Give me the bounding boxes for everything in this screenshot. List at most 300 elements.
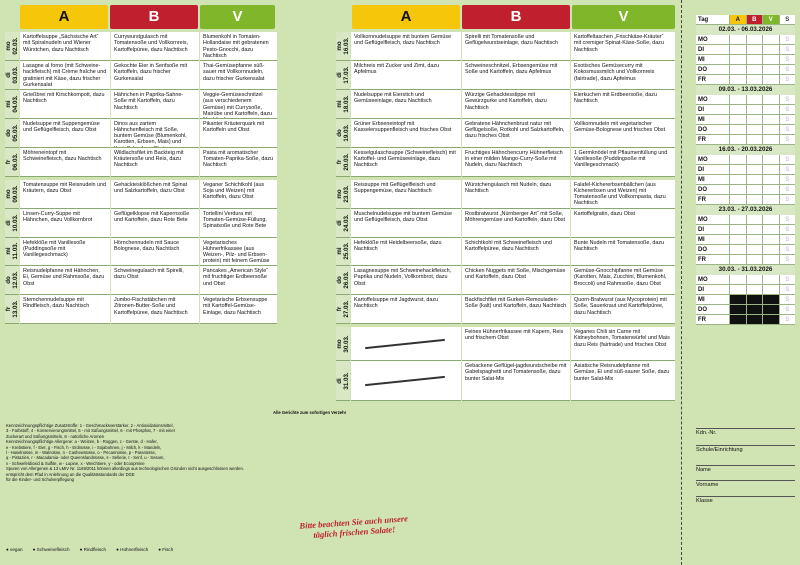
order-checkbox[interactable]: S [785, 287, 790, 293]
legend-icon-label: ● Hühnerfleisch [116, 547, 149, 552]
left-meal-a: Möhreneintopf mit Schweinefleisch, dazu Nachtisch [20, 148, 110, 177]
order-checkbox[interactable] [747, 135, 764, 144]
right-dow: do [336, 128, 343, 137]
order-day: MO [696, 215, 730, 224]
right-meal-b: Spirelli mit Tomatensoße und Geflügelwurstseinlage, dazu Nachtisch [462, 32, 570, 61]
order-row [696, 105, 795, 115]
order-row [696, 35, 795, 45]
alle-gerichte-note: Alle Gerichte zum sofortigen Verzehr [273, 410, 347, 415]
left-meal-a: Nudelsuppe mit Suppengemüse und Geflügelfleisch, dazu Obst [20, 119, 110, 148]
order-week-range: 30.03. - 31.03.2026 [696, 265, 795, 275]
order-checkbox[interactable] [747, 65, 764, 74]
legend-line: v - Schwefeldioxid & Sulfite, w - Lupine, x - Weichtiere, y - oder Ecoopmine [6, 460, 145, 466]
order-day: DO [696, 245, 730, 254]
order-header-a: A [730, 15, 747, 24]
right-day [336, 119, 350, 148]
left-date: 05.03. [12, 123, 19, 142]
right-day-label [336, 153, 350, 170]
order-table [696, 15, 795, 325]
left-dow: di [5, 72, 12, 78]
order-header-s: S [785, 17, 790, 23]
order-checkbox[interactable]: S [785, 157, 790, 163]
left-dow: do [5, 276, 12, 284]
right-dow: do [336, 276, 343, 284]
left-day [5, 295, 19, 324]
order-checkbox[interactable] [747, 295, 764, 304]
order-checkbox[interactable] [763, 215, 780, 224]
left-meal-b: Currywurstgulasch mit Tomatensoße und Vollkornreis, Kartoffelpüree, dazu Nachtisch [111, 32, 199, 61]
order-row [696, 305, 795, 315]
order-checkbox[interactable]: S [785, 217, 790, 223]
right-meal-v: Asiatische Reisnudelpfanne mit Gemüse, Ei und süß-saurer Soße, dazu bunter Salat-Mix [571, 361, 675, 401]
right-meal-v: Gemüse-Gnocchipfanne mit Gemüse (Karotten, Mais, Zucchini, Blumenkohl, Broccoli) und Rahmsoße, dazu Obst [571, 266, 675, 295]
right-date: 23.03. [343, 184, 350, 203]
right-meal-a: Lasagnesuppe mit Schweinehackfleisch, Paprika und Nudeln, Vollkornbrot, dazu Obst [351, 266, 461, 295]
left-meal-v: Pasta mit aromatischer Tomaten-Paprika-Soße, dazu Nachtisch [200, 148, 277, 177]
left-dow: fr [5, 306, 12, 312]
order-week-range: 09.03. - 13.03.2026 [696, 85, 795, 95]
order-checkbox[interactable] [763, 195, 780, 204]
order-row [696, 285, 795, 295]
left-date: 02.03. [12, 37, 19, 55]
order-day: MI [696, 235, 730, 244]
order-checkbox[interactable] [747, 95, 764, 104]
order-checkbox[interactable]: S [785, 257, 790, 263]
order-checkbox[interactable] [763, 75, 780, 84]
order-checkbox[interactable] [747, 165, 764, 174]
order-checkbox[interactable] [747, 245, 764, 254]
order-checkbox[interactable]: S [785, 317, 790, 323]
order-row [696, 45, 795, 55]
right-meal-b: Chicken Nuggets mit Soße, Mischgemüse und Kartoffeln, dazu Obst [462, 266, 570, 295]
form-field-0[interactable]: Kdn.-Nr. [696, 428, 795, 442]
left-day-label [5, 95, 19, 112]
order-checkbox[interactable]: S [785, 67, 790, 73]
legend-line: entspricht dem Pfad in Anlehnung an die Qualitätsstandards der DGE [6, 471, 135, 477]
order-checkbox[interactable]: S [785, 307, 790, 313]
order-checkbox[interactable] [747, 125, 764, 134]
left-meal-a: Reisnudelpfanne mit Hähnchen, Ei, Gemüse und Rahmsoße, dazu Obst [20, 266, 110, 295]
order-day: DI [696, 165, 730, 174]
order-checkbox[interactable]: S [785, 237, 790, 243]
right-day [336, 209, 350, 238]
left-day [5, 238, 19, 267]
right-meal-b: Feines Hühnerfrikassee mit Kapern, Reis und frischem Obst [462, 327, 570, 361]
order-checkbox[interactable] [730, 135, 747, 144]
order-checkbox[interactable] [730, 245, 747, 254]
left-meal-a: Grießbrei mit Kirschkompott, dazu Nachtisch [20, 90, 110, 119]
form-field-4[interactable]: Klasse [696, 496, 795, 510]
left-meal-v: Pancakes „American Style“ mit fruchtiger Erdbeersoße und Obst [200, 266, 277, 295]
order-checkbox[interactable] [763, 65, 780, 74]
order-checkbox[interactable] [763, 35, 780, 44]
left-day [5, 148, 19, 177]
order-week-range: 16.03. - 20.03.2026 [696, 145, 795, 155]
order-checkbox[interactable]: S [785, 167, 790, 173]
order-checkbox[interactable] [747, 275, 764, 284]
left-meal-a: Hefeklöße mit Vanillesoße (Puddingsoße mit Vanillegeschmack) [20, 238, 110, 267]
legend-line: 3 - Farbstoff, 4 - Konservierungsmittel, 5 - mit Süßungsmittel, 6 - mit Phosphat, 7 - mit einer [6, 428, 176, 434]
order-row [696, 275, 795, 285]
left-day [5, 119, 19, 148]
order-checkbox[interactable] [730, 275, 747, 284]
order-row [696, 185, 795, 195]
order-day: MO [696, 95, 730, 104]
order-day: DI [696, 225, 730, 234]
order-row [696, 135, 795, 145]
right-meal-b: Fruchtiges Hähnchencurry Hühnerfleisch in einer milden Mango-Curry-Soße mit Nudeln, dazu Nachtisch [462, 148, 570, 177]
order-checkbox[interactable] [730, 75, 747, 84]
left-day-label [5, 153, 19, 170]
right-date: 31.03. [343, 371, 350, 390]
order-checkbox[interactable]: S [785, 137, 790, 143]
left-meal-a: Tomatensuppe mit Reisnudeln und Kräutern, dazu Obst [20, 180, 110, 209]
right-day [336, 180, 350, 209]
left-meal-b: Gehacktesklößchen mit Spinat und Salzkartoffeln, dazu Obst [111, 180, 199, 209]
right-day-label [336, 243, 350, 260]
order-checkbox[interactable] [763, 105, 780, 114]
order-checkbox[interactable] [763, 175, 780, 184]
right-date: 16.03. [343, 37, 350, 55]
right-meal-b: Gebackene Geflügel-jagdwurstscheibe mit Gabelspaghetti und Tomatensoße, dazu bunter Salat-Mix [462, 361, 570, 401]
order-row [696, 255, 795, 265]
right-day-label [336, 271, 350, 288]
left-day-label [5, 243, 19, 260]
order-checkbox[interactable] [730, 105, 747, 114]
order-checkbox[interactable] [730, 155, 747, 164]
right-day-label [336, 37, 350, 54]
left-meal-v: Thai-Gemüsepfanne süß-sauer mit Vollkornnudeln, dazu frischer Gurkensalat [200, 61, 277, 90]
order-checkbox[interactable] [747, 155, 764, 164]
order-checkbox[interactable] [730, 285, 747, 294]
right-meal-v: Bunte Nudeln mit Tomatensoße, dazu Nachtisch [571, 238, 675, 267]
order-checkbox[interactable] [763, 55, 780, 64]
right-meal-b: Schweineschnitzel, Erbsengemüse mit Soße und Kartoffeln, dazu Apfelmus [462, 61, 570, 90]
order-header-row [696, 15, 795, 25]
order-checkbox[interactable] [763, 315, 780, 324]
order-checkbox[interactable] [730, 215, 747, 224]
right-day-label [336, 214, 350, 231]
header-a: A [20, 5, 108, 29]
order-checkbox[interactable] [747, 305, 764, 314]
right-dow: fr [336, 306, 343, 312]
order-row [696, 165, 795, 175]
right-date: 19.03. [343, 123, 350, 142]
left-date: 13.03. [12, 300, 19, 318]
order-checkbox[interactable]: S [785, 187, 790, 193]
order-day: FR [696, 315, 730, 324]
order-row [696, 195, 795, 205]
order-checkbox[interactable] [763, 305, 780, 314]
left-date: 12.03. [12, 271, 19, 289]
left-meal-b: Wildlachsfilet im Backteig mit Kräutersoße und Reis, dazu Nachtisch [111, 148, 199, 177]
legend-line: l - Haselnüsse, m - Walnüsse, n - Cashewnüsse, o - Pecannüsse, p - Paranüsse, [6, 450, 156, 456]
order-checkbox[interactable] [763, 45, 780, 54]
order-checkbox[interactable] [747, 175, 764, 184]
order-checkbox[interactable] [747, 55, 764, 64]
right-day [336, 295, 350, 324]
order-checkbox[interactable] [763, 135, 780, 144]
order-checkbox[interactable] [730, 185, 747, 194]
order-checkbox[interactable] [747, 115, 764, 124]
order-row [696, 115, 795, 125]
order-checkbox[interactable]: S [785, 97, 790, 103]
left-date: 11.03. [12, 242, 19, 260]
right-day [336, 327, 350, 361]
order-checkbox[interactable] [747, 315, 764, 324]
legend-icon-label: ● Rindfleisch [79, 547, 107, 552]
right-day-label [336, 300, 350, 317]
order-row [696, 175, 795, 185]
order-checkbox[interactable]: S [785, 117, 790, 123]
order-checkbox[interactable] [747, 285, 764, 294]
order-checkbox[interactable]: S [785, 77, 790, 83]
order-row [696, 55, 795, 65]
right-dow: di [336, 377, 343, 384]
left-day [5, 180, 19, 209]
order-checkbox[interactable] [730, 45, 747, 54]
order-checkbox[interactable] [763, 95, 780, 104]
right-meal-v: Quorn-Bratwurst (aus Mycoprotein) mit Soße, Sauerkraut und Kartoffelpüree, dazu Nachtisch [571, 295, 675, 324]
order-checkbox[interactable] [747, 255, 764, 264]
order-checkbox[interactable]: S [785, 177, 790, 183]
order-row [696, 75, 795, 85]
order-checkbox[interactable] [730, 175, 747, 184]
right-date: 25.03. [343, 242, 350, 260]
right-meal-a: Grüner Erbseneintopf mit Kasselersuppenfleisch und frisches Obst [351, 119, 461, 148]
right-meal-b: Backfischfilet mit Gurken-Remouladen-Soße (kalt) und Kartoffeln, dazu Nachtisch [462, 295, 570, 324]
order-checkbox[interactable] [747, 215, 764, 224]
left-meal-v: Vegetarisches Hühnerfrikassee (aus Weizen-, Pilz- und Erbsen-protein) mit feinem Gemüse [200, 238, 277, 267]
legend-icon-label: ● Schweinefleisch [32, 547, 70, 552]
legend-line: Spuren von Allergenen & 13 LMIV Nr. 1169/2011 können allerdings aus technologischen Gründen nicht ausgeschlossen werden. [6, 466, 244, 472]
order-checkbox[interactable]: S [785, 277, 790, 283]
right-date: 18.03. [343, 95, 350, 113]
order-day: DI [696, 285, 730, 294]
form-field-3[interactable]: Vorname [696, 480, 795, 494]
order-checkbox[interactable]: S [785, 227, 790, 233]
right-day [336, 32, 350, 61]
order-day: MI [696, 115, 730, 124]
order-day: FR [696, 195, 730, 204]
order-checkbox[interactable] [763, 225, 780, 234]
right-dow: di [336, 219, 343, 226]
order-day: FR [696, 255, 730, 264]
order-checkbox[interactable] [730, 125, 747, 134]
left-date: 06.03. [12, 152, 19, 171]
left-meal-a: Stemchennudelsuppe mit Rindfleisch, dazu Nachtisch [20, 295, 110, 324]
right-meal-v: Kartoffelgratin, dazu Obst [571, 209, 675, 238]
left-day [5, 90, 19, 119]
order-row [696, 95, 795, 105]
order-checkbox[interactable] [747, 35, 764, 44]
right-meal-a: Reissuppe mit Geflügelfleisch und Suppengemüse, dazu Nachtisch [351, 180, 461, 209]
order-day: MO [696, 35, 730, 44]
order-row [696, 215, 795, 225]
order-checkbox[interactable]: S [785, 37, 790, 43]
right-meal-v: Kartoffeltaschen „Frischkäse-Kräuter“ mit cremiger Spinat-Käse-Soße, dazu Nachtisch [571, 32, 675, 61]
right-meal-a: Hefeklöße mit Heidelbeersoße, dazu Nachtisch [351, 238, 461, 267]
order-checkbox[interactable] [730, 255, 747, 264]
left-day [5, 266, 19, 295]
order-checkbox[interactable] [730, 295, 747, 304]
order-checkbox[interactable] [730, 235, 747, 244]
slogan: Bitte beachten Sie auch unsere täglich frischen Salate! [299, 513, 409, 540]
right-meal-a: Vollkornnudelsuppe mit buntem Gemüse und Geflügelfleisch, dazu Nachtisch [351, 32, 461, 61]
left-meal-b: Gekochte Eier in Senfsoße mit Kartoffeln, dazu frischer Gurkensalat [111, 61, 199, 90]
order-checkbox[interactable]: S [785, 127, 790, 133]
order-checkbox[interactable]: S [785, 297, 790, 303]
order-checkbox[interactable] [747, 225, 764, 234]
left-date: 10.03. [12, 213, 19, 232]
order-day: DO [696, 125, 730, 134]
order-row [696, 225, 795, 235]
left-meal-v: Tortellini Verdura mit Tomaten-Gemüse-Füllung, Spinatsoße und Rote Bete [200, 209, 277, 238]
right-day [336, 361, 350, 401]
order-checkbox[interactable]: S [785, 247, 790, 253]
right-meal-b: Würzige Gehacktesstippe mit Gewürzgurke und Kartoffeln, dazu Nachtisch [462, 90, 570, 119]
right-day-label [336, 124, 350, 141]
order-checkbox[interactable] [730, 55, 747, 64]
right-date: 26.03. [343, 271, 350, 289]
left-meal-v: Veganer Schichtkohl (aus Soja und Weizen) mit Kartoffeln, dazu Obst [200, 180, 277, 209]
order-header-tag: Tag [696, 15, 730, 24]
order-row [696, 315, 795, 325]
order-checkbox[interactable] [730, 65, 747, 74]
left-day-label [5, 300, 19, 317]
order-checkbox[interactable]: S [785, 197, 790, 203]
order-checkbox[interactable]: S [785, 57, 790, 63]
order-day: MO [696, 155, 730, 164]
order-checkbox[interactable] [747, 45, 764, 54]
header-a-right: A [352, 5, 460, 29]
order-checkbox[interactable] [730, 165, 747, 174]
form-field-2[interactable]: Name [696, 465, 795, 479]
order-checkbox[interactable] [747, 235, 764, 244]
header-b: B [110, 5, 198, 29]
order-day: DI [696, 105, 730, 114]
right-day-label [336, 95, 350, 112]
order-checkbox[interactable] [763, 275, 780, 284]
left-day-label [5, 37, 19, 54]
legend-line: q - Pistazien, r - Macadamia- oder Queenslandnüsse, s - Sellerie, t - Senf, u - Sesam, [6, 455, 165, 461]
right-date: 20.03. [343, 152, 350, 171]
right-dow: mi [336, 100, 343, 108]
right-meal-v: Vollkornnudeln mit vegetarischer Gemüse-Bolognese und frisches Obst [571, 119, 675, 148]
order-checkbox[interactable] [763, 255, 780, 264]
right-day [336, 148, 350, 177]
order-checkbox[interactable]: S [785, 47, 790, 53]
order-checkbox[interactable] [763, 295, 780, 304]
order-row [696, 125, 795, 135]
order-checkbox[interactable] [763, 125, 780, 134]
order-day: MO [696, 275, 730, 284]
right-meal-b: Schichtkohl mit Schweinefleisch und Kartoffelpüree, dazu Nachtisch [462, 238, 570, 267]
left-dow: di [5, 219, 12, 226]
left-day [5, 32, 19, 61]
legend-line: Kennzeichnungspflichtige Allergene: a - Weizen, b - Roggen, c - Gerste, d - Hafer, [6, 439, 158, 445]
left-dow: do [5, 128, 12, 137]
order-checkbox[interactable]: S [785, 107, 790, 113]
order-checkbox[interactable] [763, 285, 780, 294]
order-checkbox[interactable] [763, 115, 780, 124]
order-checkbox[interactable] [730, 35, 747, 44]
order-day: MI [696, 175, 730, 184]
order-row [696, 295, 795, 305]
order-row [696, 65, 795, 75]
order-row [696, 245, 795, 255]
order-checkbox[interactable] [730, 195, 747, 204]
legend-line: Zuckerart und Süßungsmitteln, 8 - natürliche Aromen [6, 433, 105, 439]
right-dow: mo [336, 41, 343, 51]
right-meal-a: Milchreis mit Zucker und Zimt, dazu Apfelmus [351, 61, 461, 90]
left-day-label [5, 185, 19, 202]
order-checkbox[interactable] [747, 195, 764, 204]
order-header-b: B [747, 15, 764, 24]
order-checkbox[interactable] [747, 185, 764, 194]
order-day: MI [696, 295, 730, 304]
left-meal-v: Vegetarische Erbsensuppe mit Kartoffel-Gemüse-Einlage, dazu Nachtisch [200, 295, 277, 324]
order-day: FR [696, 135, 730, 144]
right-meal-v: Eierkuchen mit Erdbeersoße, dazu Nachtisch [571, 90, 675, 119]
left-day-label [5, 271, 19, 288]
right-day-label [336, 185, 350, 202]
left-dow: mo [5, 188, 12, 199]
left-meal-b: Hörnchennudeln mit Sauce Bolognese, dazu Nachtisch [111, 238, 199, 267]
left-meal-b: Hähnchen in Paprika-Sahne-Soße mit Kartoffeln, dazu Nachtisch [111, 90, 199, 119]
right-meal-v: Falafel-Kichererbsenbällchen (aus Kichererbsen und Weizen) mit Tomatensoße und Vollkornpasta, dazu Nachtisch [571, 180, 675, 209]
order-checkbox[interactable] [763, 155, 780, 164]
right-day [336, 90, 350, 119]
right-date: 24.03. [343, 213, 350, 232]
order-checkbox[interactable] [763, 245, 780, 254]
left-meal-b: Geflügelklopse mit Kapernsoße und Kartoffeln, dazu Rote Bete [111, 209, 199, 238]
order-checkbox[interactable] [763, 235, 780, 244]
right-meal-v: 1 Germknödel mit Pflaumenfüllung und Vanillesoße (Puddingsoße mit Vanillegeschmack) [571, 148, 675, 177]
order-row [696, 235, 795, 245]
order-row [696, 155, 795, 165]
order-day: FR [696, 75, 730, 84]
right-day-label [336, 335, 350, 352]
order-checkbox[interactable] [747, 75, 764, 84]
left-day-label [5, 124, 19, 141]
left-dow: fr [5, 159, 12, 164]
form-field-1[interactable]: Schule/Einrichtung [696, 445, 795, 459]
right-dow: mo [336, 338, 343, 349]
order-checkbox[interactable] [730, 315, 747, 324]
right-day [336, 238, 350, 267]
right-meal-v: Veganes Chili sin Carne mit Kidneybohnen, Tomatenwürfel und Mais dazu Reis (fairtrade) und frisches Obst [571, 327, 675, 361]
right-meal-a: Kesselgulaschsuppe (Schweinefleisch) mit Kartoffel- und Gemüseeinlage, dazu Nachtisch [351, 148, 461, 177]
legend-icon-label: ● vegan [6, 547, 23, 552]
left-date: 03.03. [12, 66, 19, 84]
left-date: 04.03. [12, 95, 19, 113]
left-day-label [5, 214, 19, 231]
order-checkbox[interactable] [763, 185, 780, 194]
order-checkbox[interactable] [730, 305, 747, 314]
order-day: DO [696, 65, 730, 74]
right-dow: di [336, 72, 343, 78]
header-v-right: V [572, 5, 675, 29]
order-checkbox[interactable] [730, 225, 747, 234]
legend-line: für die Kinder- und Schulverpflegung [6, 477, 74, 483]
order-checkbox[interactable] [747, 105, 764, 114]
right-meal-b: Rostbratwurst „Nürnberger Art“ mit Soße, Möhrengemüse und Kartoffeln, dazu Obst [462, 209, 570, 238]
order-checkbox[interactable] [730, 115, 747, 124]
order-day: DO [696, 185, 730, 194]
order-checkbox[interactable] [763, 165, 780, 174]
order-checkbox[interactable] [730, 95, 747, 104]
